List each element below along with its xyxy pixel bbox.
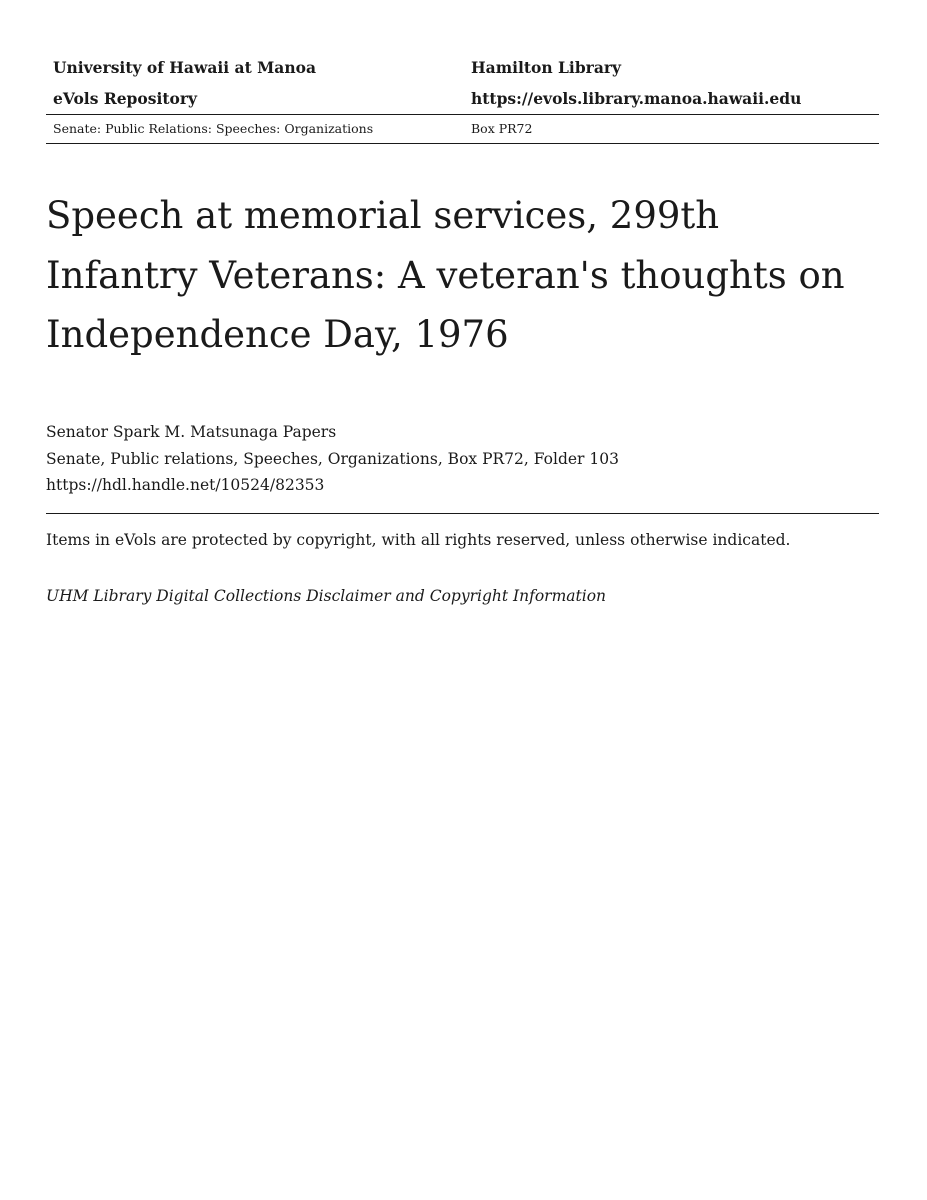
header-row-2 (46, 83, 879, 114)
copyright-notice: Items in eVols are protected by copyright, with all rights reserved, unless otherwise indicated. (46, 531, 791, 549)
header-row-1 (46, 52, 879, 83)
handle-link[interactable]: https://hdl.handle.net/10524/82353 (46, 476, 325, 494)
document-title: Speech at memorial services, 299th Infantry Veterans: A veteran's thoughts on Independence Day, 1976 (46, 194, 845, 356)
header-rule-bottom (46, 143, 879, 144)
repository-name: eVols Repository (53, 89, 198, 108)
institution-name: University of Hawaii at Manoa (53, 58, 316, 77)
header-table (46, 52, 879, 144)
collection-name: Senator Spark M. Matsunaga Papers (46, 423, 337, 441)
section-divider (46, 513, 879, 514)
collection-path: Senate: Public Relations: Speeches: Organizations (53, 121, 374, 136)
header-row-3 (46, 115, 879, 143)
folder-location: Senate, Public relations, Speeches, Organizations, Box PR72, Folder 103 (46, 449, 619, 468)
repository-url[interactable]: https://evols.library.manoa.hawaii.edu (471, 89, 802, 108)
library-name: Hamilton Library (471, 58, 622, 77)
document-metadata (46, 419, 879, 499)
box-label: Box PR72 (471, 121, 533, 136)
disclaimer-link[interactable]: UHM Library Digital Collections Disclaimer and Copyright Information (46, 587, 607, 605)
